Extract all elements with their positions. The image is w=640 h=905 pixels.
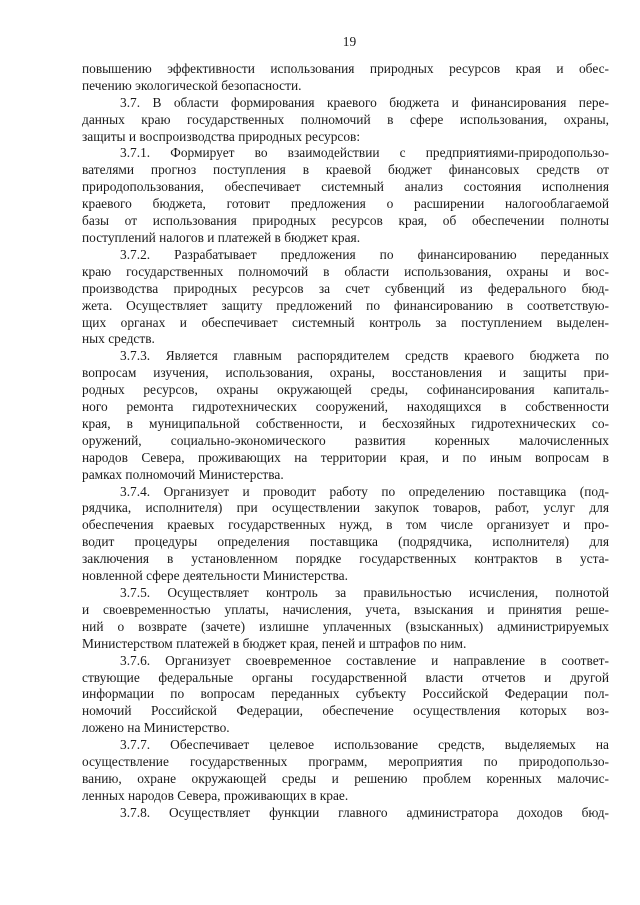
text-line: обеспечения краевых государственных нужд, в том числе организует и про-: [82, 517, 609, 533]
paragraph-3-7: [82, 95, 609, 146]
text-line: номочий Российской Федерации, обеспечение осуществления которых воз-: [82, 703, 609, 719]
text-line: новленной сфере деятельности Министерства.: [82, 568, 348, 584]
paragraph-3-7-1: [82, 145, 609, 246]
text-line: жета. Осуществляет защиту предложений по финансированию в соответствую-: [82, 297, 609, 313]
text-line: ного ремонта гидротехнических сооружений, находящихся в собственности: [82, 399, 609, 415]
paragraph-3-7-4: [82, 484, 609, 585]
text-line: вопросам изучения, использования, охраны, восстановления и защиты при-: [82, 365, 609, 381]
text-line: ных средств.: [82, 331, 155, 347]
paragraph: [82, 61, 609, 95]
text-line: Министерством платежей в бюджет края, пеней и штрафов по ним.: [82, 635, 467, 651]
text-line: 3.7.5. Осуществляет контроль за правильностью исчисления, полнотой: [120, 585, 609, 600]
text-line: рядчика, исполнителя) при осуществлении закупок товаров, работ, услуг для: [82, 500, 609, 516]
text-line: 3.7.6. Организует своевременное составление и направление в соответ-: [120, 652, 609, 668]
text-line: 3.7.7. Обеспечивает целевое использование средств, выделяемых на: [120, 737, 609, 753]
text-line: защиты и воспроизводства природных ресурсов:: [82, 128, 361, 144]
text-line: родных ресурсов, охраны окружающей среды, софинансирования капиталь-: [82, 382, 609, 398]
text-line: краевого бюджета, готовит предложения о расширении налогооблагаемой: [82, 196, 609, 212]
text-line: ний о возврате (зачете) излишне уплаченных (взысканных) администрируемых: [82, 618, 609, 634]
body-text: [82, 61, 609, 822]
text-line: заключения в установленном порядке государственных контрактов в уста-: [82, 551, 609, 567]
text-line: водит процедуры определения поставщика (подрядчика, исполнителя) для: [82, 534, 609, 550]
text-line: 3.7.2. Разрабатывает предложения по финансированию переданных: [120, 246, 609, 262]
text-line: данных краю государственных полномочий в сфере использования, охраны,: [82, 111, 609, 127]
text-line: базы от использования природных ресурсов края, об обеспечении полноты: [82, 213, 609, 229]
paragraph-3-7-3: [82, 348, 609, 483]
paragraph-3-7-5: [82, 585, 609, 653]
text-line: щих органах и обеспечивает системный контроль за поступлением выделен-: [82, 314, 609, 330]
text-line: 3.7.4. Организует и проводит работу по определению поставщика (под-: [120, 483, 609, 499]
text-line: информации по вопросам переданных субъекту Российской Федерации пол-: [82, 686, 609, 702]
text-line: ствующие федеральные органы государственной власти отчетов и другой: [82, 669, 609, 685]
text-line: 3.7.1. Формирует во взаимодействии с предприятиями-природопользо-: [120, 145, 609, 161]
text-line: края, в муниципальной собственности, и бесхозяйных гидротехнических со-: [82, 415, 609, 431]
text-line: рамках полномочий Министерства.: [82, 466, 284, 482]
page-number: 19: [342, 34, 357, 49]
text-line: производства природных ресурсов за счет субвенций из федерального бюд-: [82, 280, 609, 296]
text-line: 3.7.8. Осуществляет функции главного администратора доходов бюд-: [120, 804, 609, 820]
paragraph-3-7-2: [82, 247, 609, 348]
paragraph-3-7-7: [82, 737, 609, 805]
text-line: осуществление государственных программ, мероприятия по природопользо-: [82, 754, 609, 770]
text-line: печению экологической безопасности.: [82, 77, 302, 93]
text-line: 3.7.3. Является главным распорядителем средств краевого бюджета по: [120, 348, 609, 364]
text-line: поступлений налогов и платежей в бюджет края.: [82, 229, 361, 245]
text-line: ванию, охране окружающей среды и решению проблем коренных малочис-: [82, 770, 609, 786]
text-line: и своевременностью уплаты, начисления, учета, взыскания и принятия реше-: [82, 601, 609, 617]
paragraph-3-7-6: [82, 653, 609, 738]
paragraph-3-7-8: [82, 805, 609, 822]
text-line: 3.7. В области формирования краевого бюджета и финансирования пере-: [120, 94, 609, 110]
text-line: ленных народов Севера, проживающих в крае.: [82, 787, 349, 803]
text-line: природопользования, обеспечивает системный анализ состояния исполнения: [82, 179, 609, 195]
text-line: краю государственных полномочий в области использования, охраны и вос-: [82, 263, 609, 279]
text-line: повышению эффективности использования природных ресурсов края и обес-: [82, 60, 609, 76]
text-line: вателями прогноз поступления в краевой бюджет финансовых средств от: [82, 162, 609, 178]
text-line: оружений, социально-экономического развития коренных малочисленных: [82, 432, 609, 448]
text-line: народов Севера, проживающих на территории края, и по иным вопросам в: [82, 449, 609, 465]
text-line: ложено на Министерство.: [82, 720, 230, 736]
